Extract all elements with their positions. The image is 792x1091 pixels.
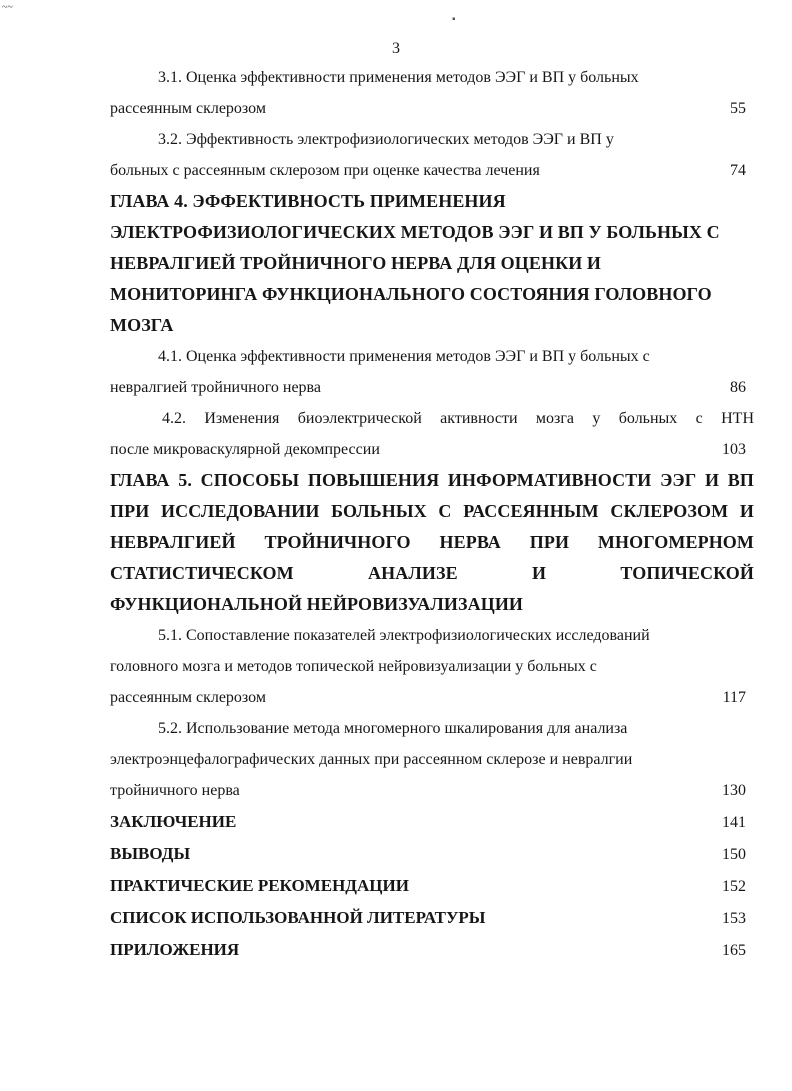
toc-page-number: 103 [722, 441, 746, 458]
toc-entry-text: больных с рассеянным склерозом при оценке качества лечения [110, 162, 540, 179]
page-number: 3 [392, 40, 400, 57]
toc-entry-title: СПИСОК ИСПОЛЬЗОВАННОЙ ЛИТЕРАТУРЫ [110, 908, 486, 927]
toc-entry-4-2[interactable] [110, 403, 754, 465]
toc-page-number: 152 [722, 878, 746, 895]
toc-entry-4-1[interactable] [110, 341, 754, 403]
toc-page-number: 117 [722, 689, 746, 706]
toc-entry-5-1[interactable] [110, 620, 754, 713]
toc-entry-text: головного мозга и методов топической нейровизуализации у больных с [110, 658, 597, 675]
toc-entry-title: ПРИЛОЖЕНИЯ [110, 940, 240, 959]
toc-entry-title: ПРАКТИЧЕСКИЕ РЕКОМЕНДАЦИИ [110, 876, 409, 895]
toc-entry-text: рассеянным склерозом [110, 100, 266, 117]
toc-entry-text: после микроваскулярной декомпрессии [110, 441, 380, 458]
scan-artifact-dot: ▪ [452, 14, 456, 25]
chapter-heading-line: ГЛАВА 4. ЭФФЕКТИВНОСТЬ ПРИМЕНЕНИЯ [110, 191, 506, 211]
chapter-heading-line: ФУНКЦИОНАЛЬНОЙ НЕЙРОВИЗУАЛИЗАЦИИ [110, 594, 524, 614]
toc-entry-3-2[interactable] [110, 124, 754, 186]
chapter-heading-line: ГЛАВА 5. СПОСОБЫ ПОВЫШЕНИЯ ИНФОРМАТИВНОСТИ ЭЭГ И ВП [110, 470, 754, 490]
toc-entry-text: невралгией тройничного нерва [110, 379, 321, 396]
toc-entry-text: 5.1. Сопоставление показателей электрофизиологических исследований [158, 627, 650, 644]
chapter-heading-line: ЭЛЕКТРОФИЗИОЛОГИЧЕСКИХ МЕТОДОВ ЭЭГ И ВП У БОЛЬНЫХ С [110, 222, 720, 242]
toc-page-number: 153 [722, 910, 746, 927]
toc-entry-text: тройничного нерва [110, 782, 240, 799]
toc-page-number: 130 [722, 782, 746, 799]
table-of-contents [110, 62, 754, 966]
toc-page-number: 74 [730, 162, 746, 179]
toc-entry-3-1[interactable] [110, 62, 754, 124]
toc-entry-text: 5.2. Использование метода многомерного шкалирования для анализа [158, 720, 628, 737]
toc-entry-5-2[interactable] [110, 713, 754, 806]
toc-entry-text: рассеянным склерозом [110, 689, 266, 706]
toc-page-number: 150 [722, 846, 746, 863]
toc-page-number: 165 [722, 942, 746, 959]
scan-artifact-mark: ~~ [2, 2, 13, 13]
toc-entry-findings[interactable] [110, 838, 754, 870]
toc-page-number: 86 [730, 379, 746, 396]
toc-entry-recommendations[interactable] [110, 870, 754, 902]
toc-entry-text: 3.1. Оценка эффективности применения методов ЭЭГ и ВП у больных [158, 69, 639, 86]
chapter-heading-line: НЕВРАЛГИЕЙ ТРОЙНИЧНОГО НЕРВА ДЛЯ ОЦЕНКИ И [110, 253, 602, 273]
toc-entry-text: электроэнцефалографических данных при рассеянном склерозе и невралгии [110, 751, 633, 768]
toc-entry-conclusion[interactable] [110, 806, 754, 838]
toc-page-number: 141 [722, 814, 746, 831]
toc-page-number: 55 [730, 100, 746, 117]
chapter-heading-line: МОНИТОРИНГА ФУНКЦИОНАЛЬНОГО СОСТОЯНИЯ ГОЛОВНОГО [110, 284, 712, 304]
toc-entry-text: 3.2. Эффективность электрофизиологических методов ЭЭГ и ВП у [158, 131, 614, 148]
toc-entry-text: 4.2. Изменения биоэлектрической активности мозга у больных с НТН [162, 410, 754, 427]
toc-entry-title: ЗАКЛЮЧЕНИЕ [110, 812, 237, 831]
toc-entry-references[interactable] [110, 902, 754, 934]
chapter-heading-line: СТАТИСТИЧЕСКОМ АНАЛИЗЕ И ТОПИЧЕСКОЙ [110, 563, 754, 583]
toc-entry-appendices[interactable] [110, 934, 754, 966]
toc-chapter-5[interactable] [110, 465, 754, 620]
toc-entry-title: ВЫВОДЫ [110, 844, 191, 863]
chapter-heading-line: НЕВРАЛГИЕЙ ТРОЙНИЧНОГО НЕРВА ПРИ МНОГОМЕРНОМ [110, 532, 754, 552]
toc-entry-text: 4.1. Оценка эффективности применения методов ЭЭГ и ВП у больных с [158, 348, 650, 365]
chapter-heading-line: ПРИ ИССЛЕДОВАНИИ БОЛЬНЫХ С РАССЕЯННЫМ СКЛЕРОЗОМ И [110, 501, 754, 521]
chapter-heading-line: МОЗГА [110, 315, 174, 335]
toc-chapter-4[interactable] [110, 186, 754, 341]
